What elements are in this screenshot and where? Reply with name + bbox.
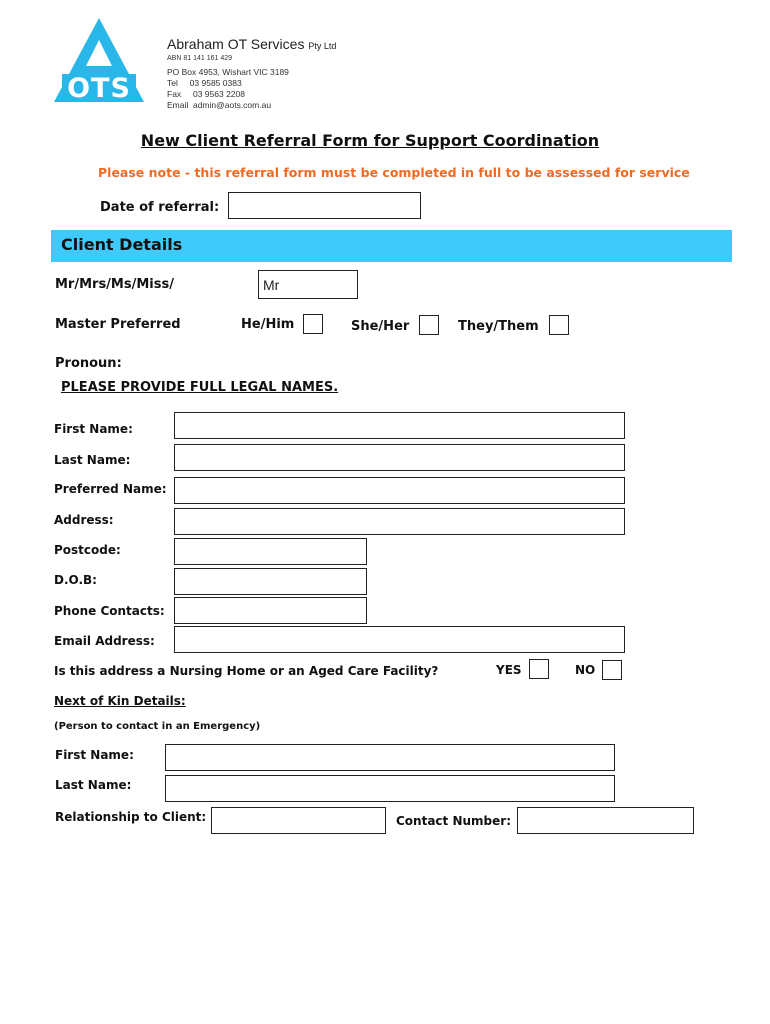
logo-text: OTS — [67, 73, 131, 104]
postcode-field[interactable] — [174, 538, 367, 565]
client-details-bar — [51, 230, 732, 262]
pronoun-option-he-him-label: He/Him — [241, 317, 295, 332]
company-logo — [52, 16, 146, 104]
company-email: Email admin@aots.com.au — [167, 100, 272, 110]
company-name: Abraham OT Services Pty Ltd — [167, 36, 337, 52]
pronoun-she-her-checkbox[interactable] — [419, 315, 439, 335]
kin-last-name-field[interactable] — [165, 775, 615, 802]
email-address-field[interactable] — [174, 626, 625, 653]
company-tel: Tel 03 9585 0383 — [167, 78, 242, 88]
address-label: Address: — [54, 513, 114, 527]
dob-label: D.O.B: — [54, 573, 97, 587]
contact-number-label: Contact Number: — [396, 814, 511, 828]
facility-question: Is this address a Nursing Home or an Aged Care Facility? — [54, 664, 439, 678]
legal-names-note: PLEASE PROVIDE FULL LEGAL NAMES. — [61, 380, 339, 395]
form-title: New Client Referral Form for Support Coordination — [140, 131, 600, 150]
relationship-field[interactable] — [211, 807, 386, 834]
first-name-field[interactable] — [174, 412, 625, 439]
company-po-box: PO Box 4953, Wishart VIC 3189 — [167, 67, 289, 77]
preferred-name-label: Preferred Name: — [54, 482, 167, 496]
last-name-field[interactable] — [174, 444, 625, 471]
salutation-field[interactable] — [258, 270, 358, 299]
pronoun-label-line2: Pronoun: — [55, 356, 122, 371]
client-details-title: Client Details — [61, 235, 183, 254]
company-fax: Fax 03 9563 2208 — [167, 89, 245, 99]
facility-no-label: NO — [575, 663, 596, 677]
preferred-name-field[interactable] — [174, 477, 625, 504]
postcode-label: Postcode: — [54, 543, 121, 557]
facility-yes-label: YES — [496, 663, 522, 677]
address-field[interactable] — [174, 508, 625, 535]
company-suffix: Pty Ltd — [308, 41, 337, 51]
date-of-referral-label: Date of referral: — [100, 200, 220, 215]
pronoun-option-they-them-label: They/Them — [458, 319, 539, 334]
pronoun-option-she-her-label: She/Her — [351, 319, 410, 334]
kin-first-name-field[interactable] — [165, 744, 615, 771]
contact-number-field[interactable] — [517, 807, 694, 834]
date-of-referral-field[interactable] — [228, 192, 421, 219]
pronoun-label-line1: Master Preferred — [55, 317, 181, 332]
pronoun-he-him-checkbox[interactable] — [303, 314, 323, 334]
facility-no-checkbox[interactable] — [602, 660, 622, 680]
email-address-label: Email Address: — [54, 634, 155, 648]
first-name-label: First Name: — [54, 422, 133, 436]
dob-field[interactable] — [174, 568, 367, 595]
next-of-kin-heading: Next of Kin Details: — [54, 694, 186, 708]
pronoun-they-them-checkbox[interactable] — [549, 315, 569, 335]
phone-contacts-field[interactable] — [174, 597, 367, 624]
last-name-label: Last Name: — [54, 453, 131, 467]
facility-yes-checkbox[interactable] — [529, 659, 549, 679]
form-note: Please note - this referral form must be completed in full to be assessed for service — [98, 165, 690, 180]
kin-first-name-label: First Name: — [55, 748, 134, 762]
salutation-label: Mr/Mrs/Ms/Miss/ — [55, 277, 174, 292]
company-abn: ABN 81 141 161 429 — [167, 55, 232, 62]
phone-contacts-label: Phone Contacts: — [54, 604, 165, 618]
kin-last-name-label: Last Name: — [55, 778, 132, 792]
relationship-label: Relationship to Client: — [55, 810, 207, 824]
next-of-kin-subheading: (Person to contact in an Emergency) — [54, 721, 261, 732]
